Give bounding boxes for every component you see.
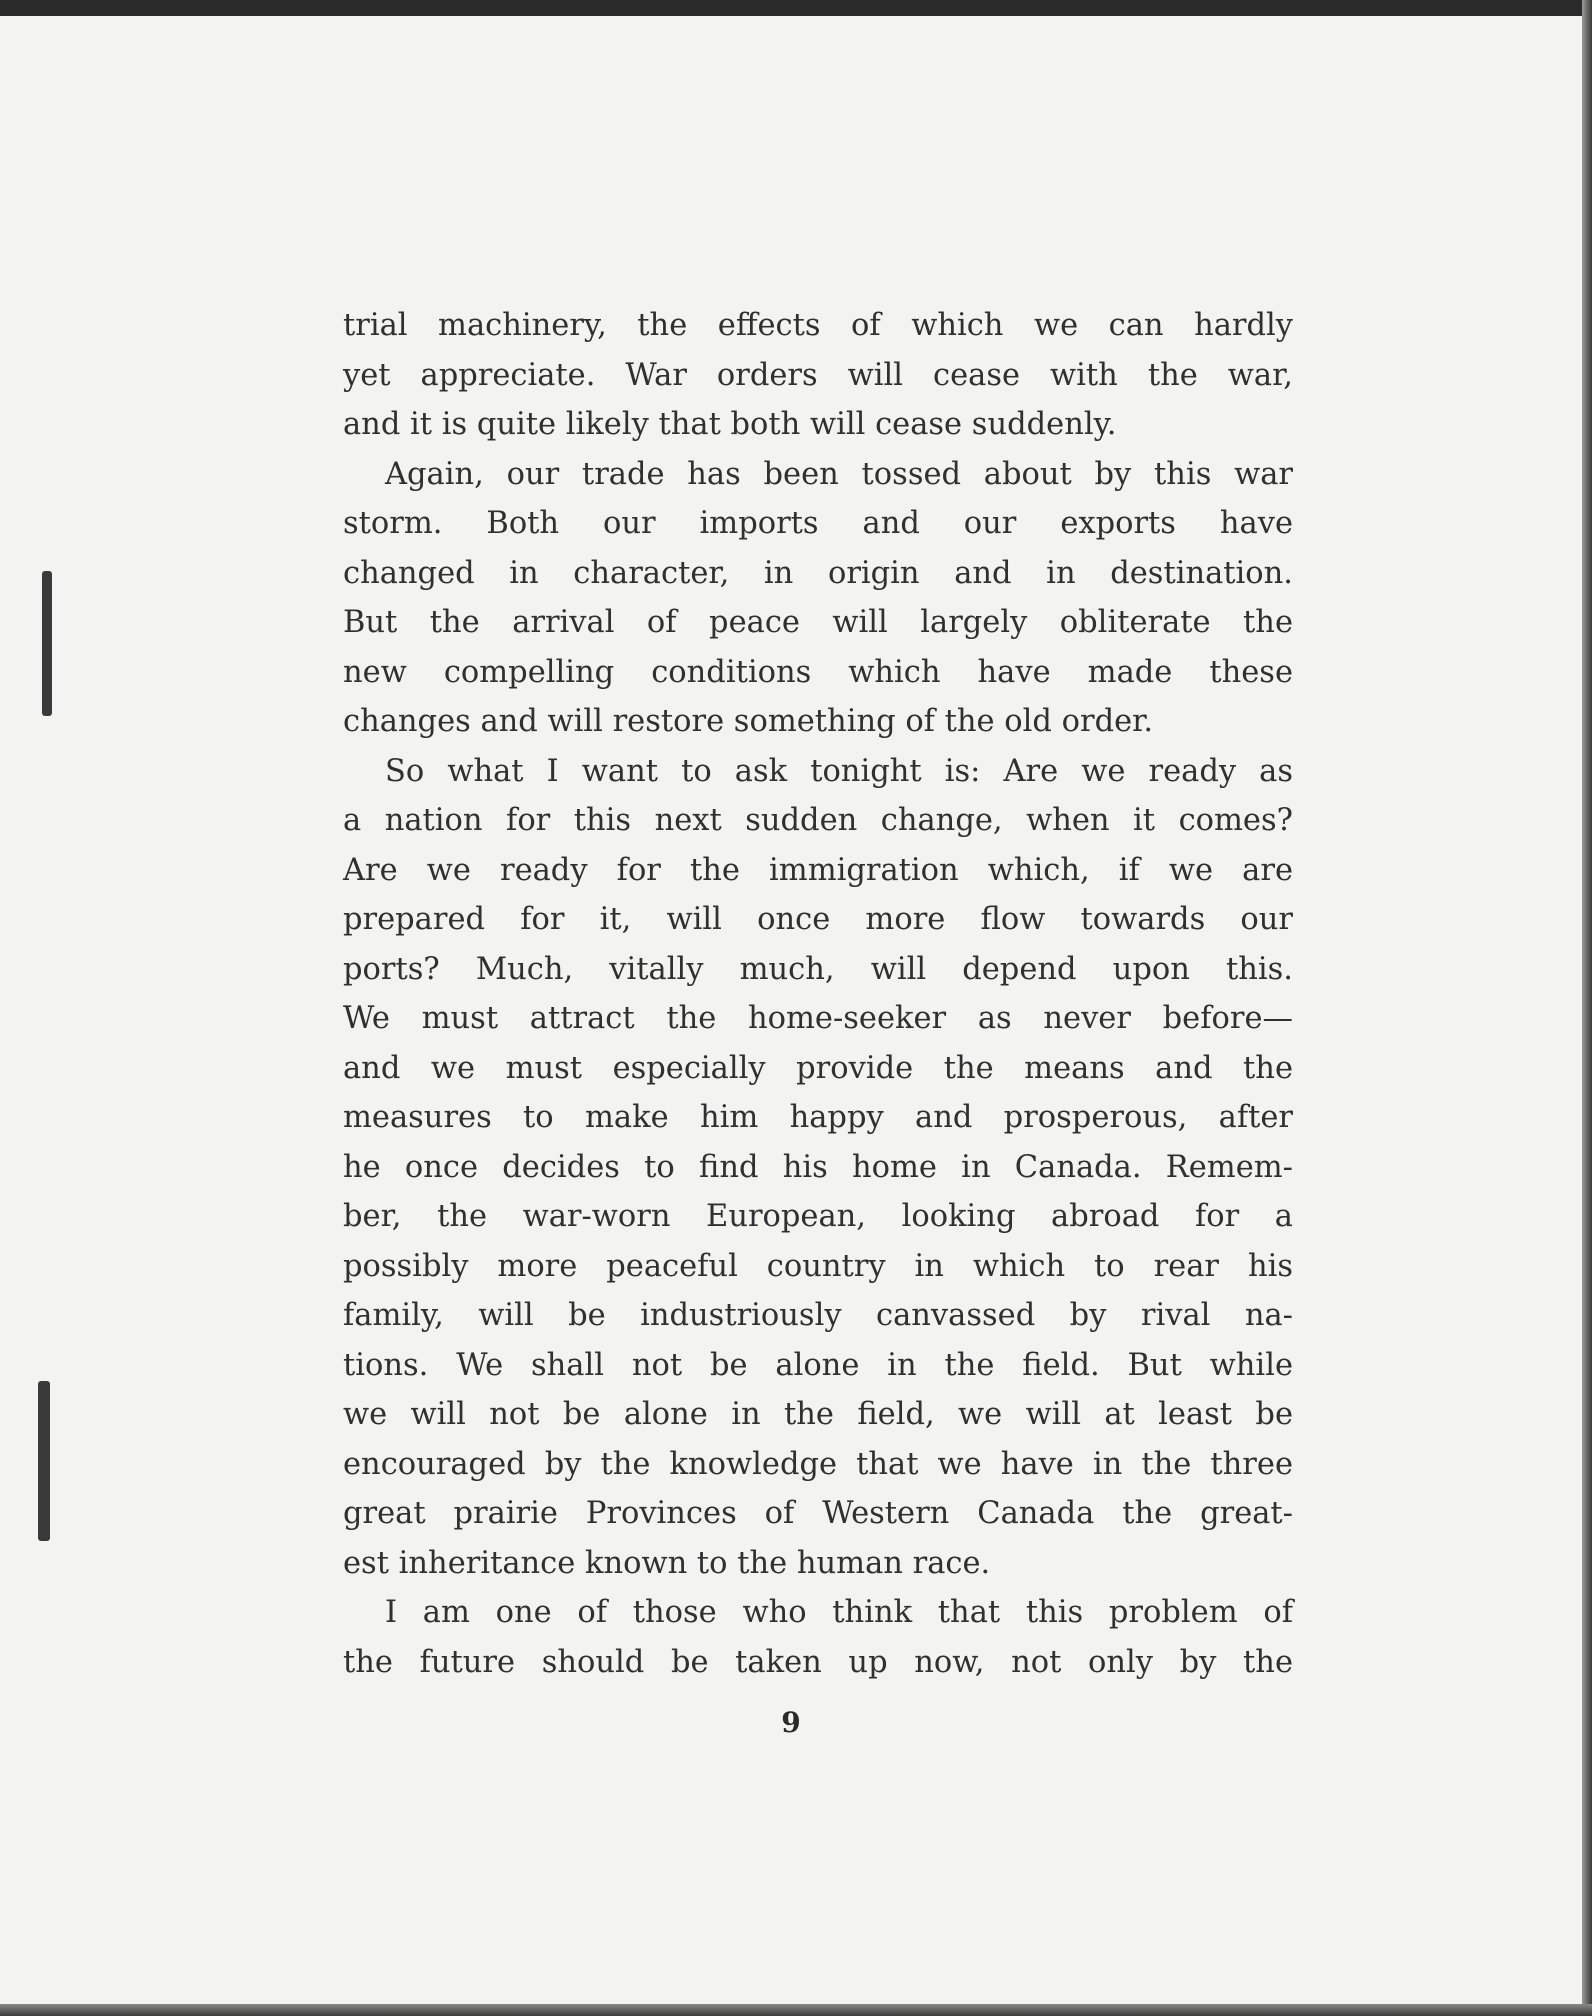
text-line: Again, our trade has been tossed about by this war (385, 456, 1293, 492)
text-line: Are we ready for the immigration which, if we are (343, 852, 1293, 888)
page-edge-bottom (0, 2004, 1592, 2016)
paragraph-4 (343, 1588, 1293, 1687)
text-line: possibly more peaceful country in which to rear his (343, 1248, 1293, 1284)
body-text (343, 301, 1293, 1687)
binding-mark-lower (38, 1381, 50, 1541)
text-line: We must attract the home-seeker as never before— (343, 1001, 1293, 1036)
text-line: he once decides to find his home in Canada. Remem- (343, 1149, 1293, 1185)
text-line: tions. We shall not be alone in the field. But while (343, 1347, 1293, 1383)
text-line: So what I want to ask tonight is: Are we ready as (385, 753, 1293, 789)
text-line: a nation for this next sudden change, when it comes? (343, 803, 1293, 838)
document-page (0, 16, 1582, 2006)
text-line: measures to make him happy and prosperous, after (343, 1100, 1293, 1135)
text-line: family, will be industriously canvassed by rival na- (343, 1298, 1293, 1333)
text-line: changed in character, in origin and in destination. (343, 555, 1293, 591)
text-line: new compelling conditions which have made these (343, 654, 1293, 690)
text-line: storm. Both our imports and our exports have (343, 506, 1293, 541)
text-line: changes and will restore something of the old order. (343, 704, 1154, 739)
page-number: 9 (781, 1706, 801, 1739)
text-line: we will not be alone in the field, we will at least be (343, 1397, 1293, 1432)
page-edge-right (1582, 0, 1592, 2016)
text-line: trial machinery, the effects of which we can hardly (343, 308, 1293, 343)
text-line: I am one of those who think that this problem of (385, 1595, 1293, 1630)
text-line: encouraged by the knowledge that we have in the three (343, 1446, 1293, 1482)
text-line: and we must especially provide the means and the (343, 1050, 1293, 1086)
paragraph-1 (343, 301, 1293, 450)
text-line: the future should be taken up now, not only by the (343, 1644, 1293, 1680)
paragraph-3 (343, 747, 1293, 1589)
paragraph-2 (343, 450, 1293, 747)
binding-mark-upper (42, 571, 52, 716)
text-line: est inheritance known to the human race. (343, 1545, 991, 1581)
text-line: and it is quite likely that both will cease suddenly. (343, 407, 1117, 442)
text-line: yet appreciate. War orders will cease with the war, (343, 357, 1293, 393)
text-line: ber, the war-worn European, looking abroad for a (343, 1199, 1293, 1234)
text-line: prepared for it, will once more flow towards our (343, 902, 1293, 937)
text-line: But the arrival of peace will largely obliterate the (343, 605, 1293, 640)
text-line: great prairie Provinces of Western Canada the great- (343, 1496, 1293, 1531)
text-line: ports? Much, vitally much, will depend upon this. (343, 951, 1293, 987)
